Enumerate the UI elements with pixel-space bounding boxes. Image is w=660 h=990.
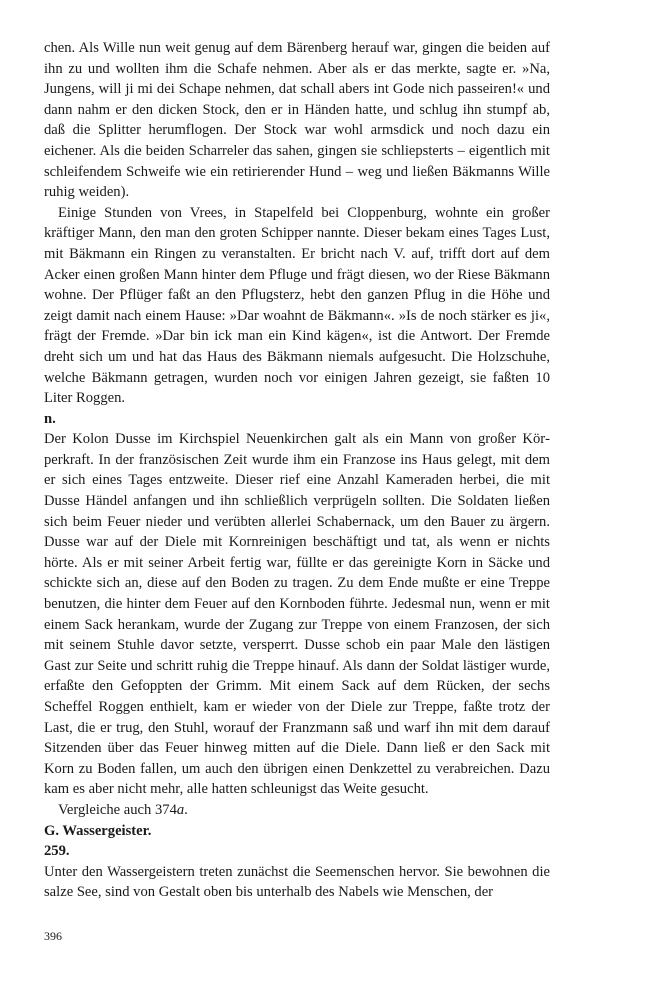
- paragraph-stapelfeld: Einige Stunden von Vrees, in Stapelfeld bei Cloppenburg, wohnte ein großer kräftiger Mann, den man den groten Schipper nannte. Dieser bekam eines Tages Lust, mit Bäkmann ein Ringen zu veranstalten. Er bricht nach V. auf, trifft dort auf dem Acker einen großen Mann hinter dem Pfluge und frägt diesen, wo der Riese Bäkmann wohne. Der Pflüger faßt an den Pflugsterz, hebt den ganzen Pflug in die Höhe und zeigt damit nach einem Hause: »Dar woahnt de Bäkmann«. »Is de noch stärker es ji«, frägt der Fremde. »Dar bin ick man ein Kind kägen«, ist die Antwort. Der Fremde dreht sich um und hat das Haus des Bäkmann niemals aufgesucht. Die Holzschuhe, welche Bäkmann getragen, wurden noch vor einigen Jahren gezeigt, sie faßten 10 Liter Roggen.: [44, 204, 550, 407]
- paragraph-kolon-dusse: Der Kolon Dusse im Kirchspiel Neuenkirchen galt als ein Mann von großer Körperkraft. In der französischen Zeit wurde ihm ein Franzose ins Haus gelegt, mit dem er sich eines Tages entzweite. Dieser rief eine Anzahl Kameraden herbei, die mit Dusse Händel anfangen und ihn schließlich verprügeln sollten. Die Soldaten ließen sich beim Feuer nieder und verübten allerlei Schabernack, um den Bauer zu ärgern. Dusse war auf der Diele mit Kornreinigen beschäftigt und tat, als wenn er nichts hörte. Als er mit seiner Arbeit fertig war, füllte er das gereinigte Korn in Säcke und schickte sich an, diese auf den Boden zu tragen. Zu dem Ende mußte er eine Treppe benutzen, die hinter dem Feuer auf den Kornboden führte. Jedesmal nun, wenn er mit einem Sack herankam, wurde der Zugang zur Treppe von einem Franzosen, der sich mit seinem Stuhle davor setzte, versperrt. Dusse schob ein paar Male den lästigen Gast zur Seite und schritt ruhig die Treppe hinauf. Als dann der Soldat lästiger wurde, erfaßte den Gefoppten der Grimm. Mit einem Sack auf dem Rücken, der sechs Scheffel Roggen enthielt, kam er wieder von der Diele zur Treppe, faßte trotz der Last, die er trug, den Stuhl, worauf der Franzmann saß und warf ihn mit dem darauf Sitzenden über das Feuer hinweg mitten auf die Diele. Dann ließ er den Sack mit Korn zu Boden fallen, um auch den übrigen einen Denkzettel zu verabreichen. Dazu kam es aber nicht mehr, alle hatten schleunigst das Weite gesucht.: [44, 431, 550, 798]
- page-number: 396: [44, 929, 62, 943]
- section-heading: G. Wassergeister.: [44, 822, 152, 839]
- paragraph-continuation: chen. Als Wille nun weit genug auf dem Bärenberg herauf war, gingen die beiden auf ihn zu und wollten ihm die Schafe nehmen. Aber als er das merkte, sagte er. »Na, Jungens, will ji mi dei Schape nehmen, dat schall abers int Gode nich passeiren!« und dann nahm er den dicken Stock, den er in Händen hatte, und schlug ihn stumpf ab, daß die Splitter herumflogen. Der Stock war wohl armsdick und noch dazu ein eichener. Als die beiden Scharreler das sahen, gingen sie schliepsterts – eigentlich mit schleifendem Schweife wie ein retirierender Hund – weg und ließen Bäkmanns Wille ruhig weiden).: [44, 40, 550, 201]
- paragraph-wassergeister: Unter den Wassergeistern treten zunächst die Seemenschen hervor. Sie bewohnen die salze See, sind von Gestalt oben bis unterhalb des Nabels wie Menschen, der: [44, 863, 550, 901]
- book-page: [44, 38, 550, 903]
- see-also-reference: [44, 800, 550, 821]
- subsection-heading-n: n.: [44, 410, 56, 427]
- see-also-suffix: a: [176, 801, 185, 818]
- see-also-prefix: Vergleiche auch 374: [58, 801, 177, 818]
- entry-number-heading: 259.: [44, 843, 70, 860]
- see-also-end: .: [184, 801, 188, 818]
